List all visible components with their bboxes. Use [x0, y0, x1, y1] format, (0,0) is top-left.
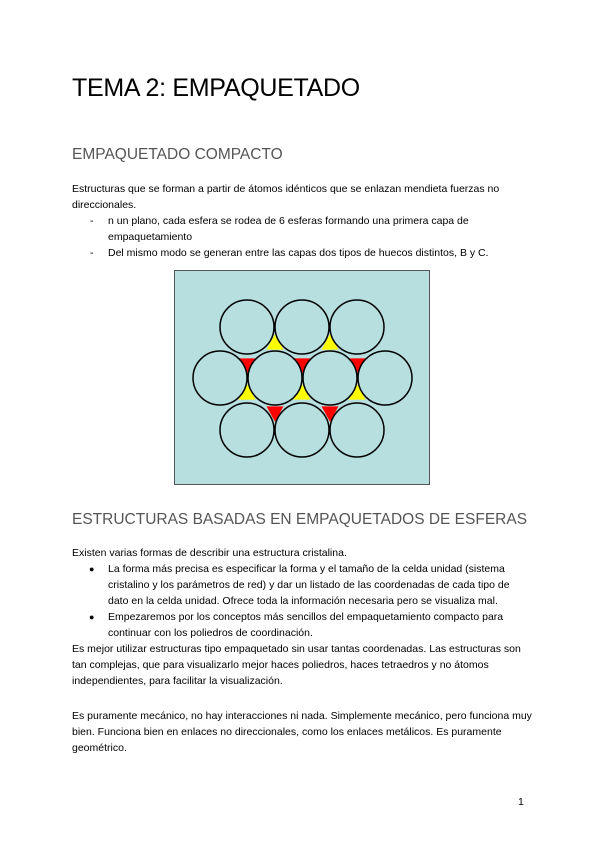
body-paragraph: Es mejor utilizar estructuras tipo empaquetado sin usar tantas coordenadas. Las estructuras son tan complejas, que para visualizarlo mejor haces poliedros, haces tetraedros y no átomos independientes, para facilitar la visualización. — [72, 643, 521, 687]
page-number: 1 — [518, 796, 524, 808]
section-estructuras-body — [72, 545, 532, 689]
section-heading-estructuras: ESTRUCTURAS BASADAS EN EMPAQUETADOS DE ESFERAS — [72, 511, 528, 528]
intro-paragraph: Existen varias formas de describir una estructura cristalina. — [72, 547, 347, 559]
section-heading-empaquetado-compacto: EMPAQUETADO COMPACTO — [72, 146, 283, 163]
sphere-packing-figure — [174, 270, 430, 485]
sphere — [358, 351, 412, 405]
sphere — [220, 300, 274, 354]
sphere — [275, 300, 329, 354]
sphere — [330, 403, 384, 457]
sphere — [220, 403, 274, 457]
body-paragraph: Es puramente mecánico, no hay interacciones ni nada. Simplemente mecánico, pero funciona muy bien. Funciona bien en enlaces no direccionales, como los enlaces metálicos. Es puramente geométrico. — [72, 710, 532, 754]
sphere — [330, 300, 384, 354]
section-mecanico-body — [72, 708, 532, 756]
bullet-list — [72, 561, 532, 641]
dash-list — [72, 213, 532, 261]
sphere — [193, 351, 247, 405]
sphere — [248, 351, 302, 405]
list-item: - Del mismo modo se generan entre las capas dos tipos de huecos distintos, B y C. — [72, 245, 532, 261]
sphere — [303, 351, 357, 405]
section-compacto-body — [72, 181, 532, 261]
list-item: ● La forma más precisa es especificar la forma y el tamaño de la celda unidad (sistema cristalino y los parámetros de red) y dar un listado de las coordenadas de cada tipo de dato en la celda unidad. Ofrece toda la información necesaria pero se visualiza mal. — [72, 561, 532, 609]
sphere — [275, 403, 329, 457]
list-item: ● Empezaremos por los conceptos más sencillos del empaquetamiento compacto para continuar con los poliedros de coordinación. — [72, 609, 532, 641]
list-item: - n un plano, cada esfera se rodea de 6 esferas formando una primera capa de empaquetamiento — [72, 213, 532, 245]
page-title: TEMA 2: EMPAQUETADO — [72, 74, 360, 102]
intro-paragraph: Estructuras que se forman a partir de átomos idénticos que se enlazan mendieta fuerzas no direccionales. — [72, 183, 500, 211]
